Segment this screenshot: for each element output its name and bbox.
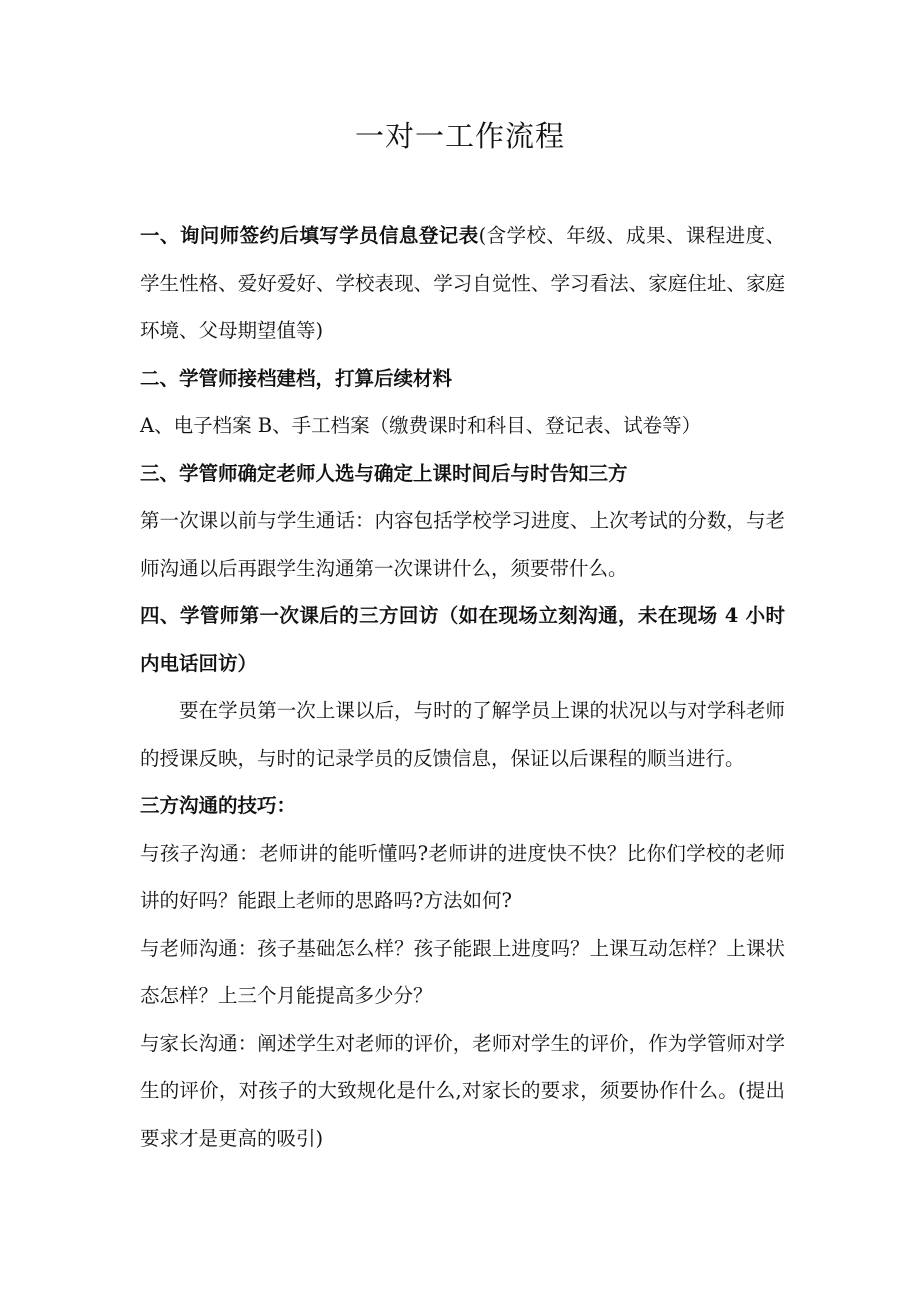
child-communication-paragraph: 与孩子沟通：老师讲的能听懂吗?老师讲的进度快不快？比你们学校的老师讲的好吗？能跟上老师的思路吗?方法如何? xyxy=(140,841,785,912)
communication-tips-heading: 三方沟通的技巧： xyxy=(140,794,297,817)
step-four-heading: 四、学管师第一次课后的三方回访（如在现场立刻沟通，未在现场 4 小时内电话回访） xyxy=(140,604,785,675)
step-two-heading: 二、学管师接档建档，打算后续材料 xyxy=(140,366,453,390)
step-one-heading: 一、询问师签约后填写学员信息登记表 xyxy=(140,224,479,247)
teacher-communication-paragraph: 与老师沟通：孩子基础怎么样？孩子能跟上进度吗？上课互动怎样？上课状态怎样？上三个月能提高多少分？ xyxy=(140,936,785,1007)
parent-communication-paragraph: 与家长沟通：阐述学生对老师的评价，老师对学生的评价，作为学管师对学生的评价，对孩子的大致规化是什么,对家长的要求，须要协作什么。(提出要求才是更高的吸引) xyxy=(140,1031,785,1150)
step-three-heading: 三、学管师确定老师人选与确定上课时间后与时告知三方 xyxy=(140,461,628,485)
document-body xyxy=(140,212,785,1162)
step-one-details: (含学校、年级、成果、课程进度、学生性格、爱好爱好、学校表现、学习自觉性、学习看法、家庭住址、家庭环境、父母期望值等) xyxy=(140,224,785,342)
step-one-paragraph xyxy=(140,212,785,355)
document-title: 一对一工作流程 xyxy=(354,119,565,153)
first-call-paragraph: 第一次课以前与学生通话：内容包括学校学习进度、上次考试的分数，与老师沟通以后再跟学生沟通第一次课讲什么，须要带什么。 xyxy=(140,509,785,580)
archive-types-paragraph: A、电子档案 B、手工档案（缴费课时和科目、登记表、试卷等） xyxy=(140,414,702,437)
follow-up-paragraph: 要在学员第一次上课以后，与时的了解学员上课的状况以与对学科老师的授课反映，与时的记录学员的反馈信息，保证以后课程的顺当进行。 xyxy=(140,699,785,770)
